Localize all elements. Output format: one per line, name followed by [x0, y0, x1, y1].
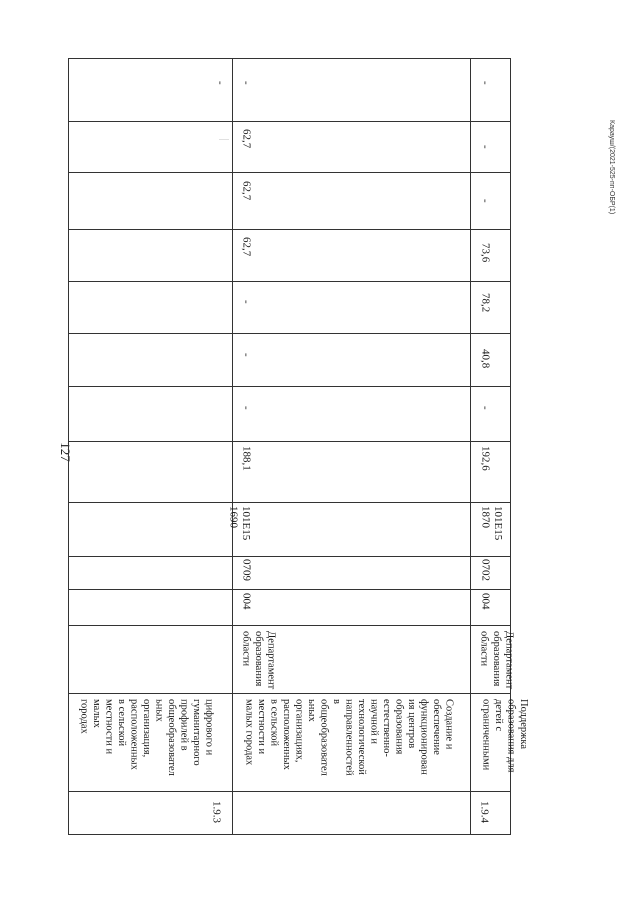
row2-year7: -: [479, 81, 492, 85]
row2-rz: 0702: [479, 559, 492, 581]
row1-year2: -: [240, 353, 253, 357]
row1-csr: 101Е15 1690: [227, 506, 252, 541]
row1-total: 188,1: [240, 446, 253, 471]
budget-table: [68, 58, 529, 835]
row1-name: Создание и обеспечение функционирован ия центров образования естественно- научной и технологической направленностей в общеобразовател ьных организациях, расположенных в сельской местности и малых городах: [243, 699, 455, 776]
row1-rz: 0709: [240, 559, 253, 581]
row2-year3: 78,2: [479, 293, 492, 313]
row2-year1: -: [479, 406, 492, 410]
row2-code: 004: [479, 593, 492, 610]
row2-csr: 101Е15 1870: [479, 506, 504, 541]
row2-grbs: Департамент образования области: [478, 631, 515, 690]
row1-grbs: Департамент образования области: [240, 631, 277, 690]
row1-year5: 62,7: [240, 181, 253, 201]
document-stamp: Карауш/(2021-525-пп-ОБР(1): [608, 120, 615, 215]
page-number: 127: [58, 442, 73, 462]
row0-year7: -: [214, 81, 227, 85]
row2-total: 192,6: [479, 446, 492, 471]
row1-year4: 62,7: [240, 237, 253, 257]
row1-year6: 62,7: [240, 129, 253, 149]
row1-id: 1.9.3: [210, 801, 223, 823]
row2-name: Поддержка образования для детей с ограниченными: [480, 699, 529, 773]
row2-year5: -: [479, 199, 492, 203]
row1-year7: -: [240, 81, 253, 85]
row2-year2: 40,8: [479, 349, 492, 369]
row1-year1: -: [240, 406, 253, 410]
row0-name: цифрового и гуманитарного профилей в общеобразовател ьных организация, расположенных в сельской местности и малых городах: [78, 699, 215, 776]
row2-year6: -: [479, 145, 492, 149]
row1-year3: -: [240, 300, 253, 304]
row2-year4: 73,6: [479, 243, 492, 263]
row1-code: 004: [240, 593, 253, 610]
row2-id: 1.9.4: [478, 801, 491, 823]
